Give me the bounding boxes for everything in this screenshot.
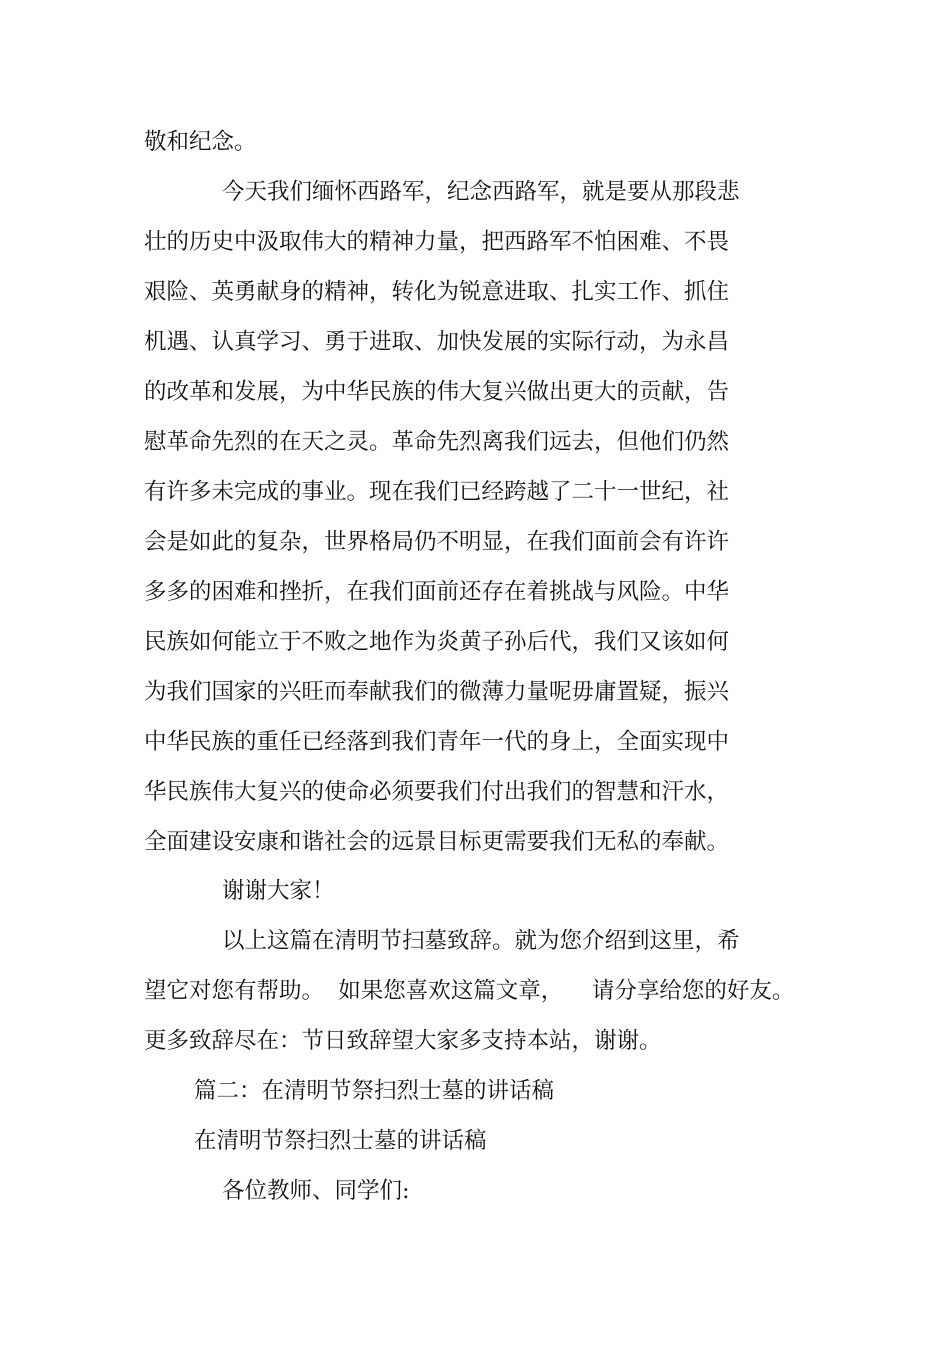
paragraph-line: 全面建设安康和谐社会的远景目标更需要我们无私的奉献。 [144, 829, 730, 855]
paragraph-line: 慰革命先烈的在天之灵。革命先烈离我们远去，但他们仍然 [144, 429, 730, 455]
paragraph-line: 的改革和发展，为中华民族的伟大复兴做出更大的贡献，告 [144, 379, 730, 405]
paragraph-line: 望它对您有帮助。 如果您喜欢这篇文章， 请分享给您的好友。 [144, 978, 795, 1004]
paragraph-line: 有许多未完成的事业。现在我们已经跨越了二十一世纪，社 [144, 479, 730, 505]
paragraph-line: 为我们国家的兴旺而奉献我们的微薄力量呢毋庸置疑，振兴 [144, 679, 730, 705]
paragraph-line: 艰险、英勇献身的精神，转化为锐意进取、扎实工作、抓住 [144, 279, 730, 305]
paragraph-line: 民族如何能立于不败之地作为炎黄子孙后代，我们又该如何 [144, 629, 730, 655]
paragraph-line: 以上这篇在清明节扫墓致辞。就为您介绍到这里，希 [222, 928, 740, 954]
paragraph-line: 会是如此的复杂，世界格局仍不明显，在我们面前会有许许 [144, 529, 730, 555]
paragraph-line: 今天我们缅怀西路军，纪念西路军，就是要从那段悲 [222, 179, 740, 205]
paragraph-line: 机遇、认真学习、勇于进取、加快发展的实际行动，为永昌 [144, 329, 730, 355]
paragraph-line: 华民族伟大复兴的使命必须要我们付出我们的智慧和汗水， [144, 779, 730, 805]
section-heading: 篇二：在清明节祭扫烈士墓的讲话稿 [194, 1078, 555, 1104]
closing-line: 谢谢大家！ [222, 878, 335, 904]
paragraph-line: 更多致辞尽在：节日致辞望大家多支持本站，谢谢。 [144, 1028, 662, 1054]
paragraph-line: 多多的困难和挫折，在我们面前还存在着挑战与风险。中华 [144, 579, 730, 605]
salutation-line: 各位教师、同学们: [222, 1178, 410, 1204]
paragraph-line: 中华民族的重任已经落到我们青年一代的身上，全面实现中 [144, 729, 730, 755]
paragraph-line: 壮的历史中汲取伟大的精神力量，把西路军不怕困难、不畏 [144, 229, 730, 255]
paragraph-line: 敬和纪念。 [144, 129, 257, 155]
speech-title: 在清明节祭扫烈士墓的讲话稿 [194, 1128, 487, 1154]
